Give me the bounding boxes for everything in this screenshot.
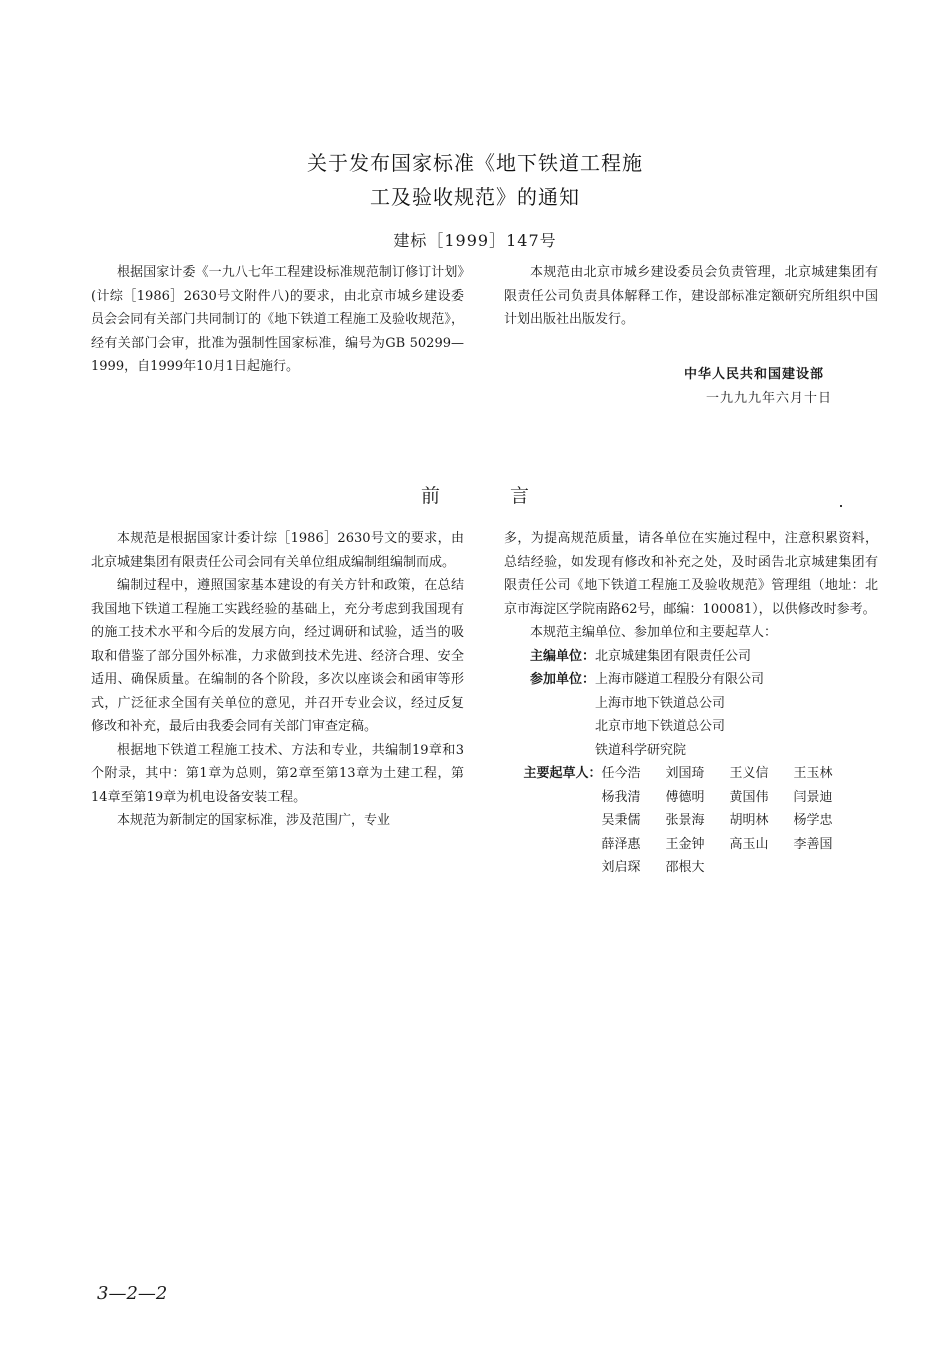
drafter-name: 薛泽惠	[601, 836, 641, 852]
participant-item: 上海市隧道工程股分有限公司	[595, 672, 765, 687]
drafter-name: 吴秉儒	[601, 813, 641, 828]
notice-title-line2: 工及验收规范》的通知	[370, 185, 580, 209]
drafter-name: 邵根大	[665, 860, 705, 875]
drafter-name: 王义信	[729, 766, 769, 781]
drafter-name: 杨学忠	[793, 813, 833, 828]
page-number: 3—2—2	[97, 1283, 168, 1304]
drafter-name: 王玉林	[793, 766, 833, 781]
drafter-name: 任今浩	[601, 766, 641, 781]
participants-list	[595, 668, 764, 762]
drafter-name: 高玉山	[729, 836, 769, 852]
drafter-name: 刘启琛	[601, 860, 641, 875]
preface-intro-line: 本规范主编单位、参加单位和主要起草人：	[530, 625, 778, 640]
drafter-name: 傅德明	[665, 789, 705, 805]
scan-speck	[840, 505, 842, 507]
preface-left-column	[91, 527, 464, 833]
notice-right-column	[504, 261, 878, 332]
participants-row	[504, 668, 878, 762]
preface-right-column	[504, 527, 878, 880]
participant-item: 北京市地下铁道总公司	[595, 719, 726, 734]
participant-item: 上海市地下铁道总公司	[595, 695, 726, 711]
drafter-name: 李善国	[793, 836, 833, 852]
issuer: 中华人民共和国建设部	[684, 367, 825, 382]
chief-unit-label: 主编单位：	[530, 648, 596, 664]
notice-left-column	[91, 261, 464, 379]
preface-title-char2: 言	[510, 485, 530, 507]
preface-paragraph: 编制过程中，遵照国家基本建设的有关方针和政策，在总结我国地下铁道工程施工实践经验的基础上，充分考虑到我国现有的施工技术水平和今后的发展方向，经过调研和试验，适当的吸取和借鉴了部分国外标准，力求做到技术先进、经济合理、安全适用、确保质量。在编制的各个阶段，多次以座谈会和函审等形式，广泛征求全国有关单位的意见，并召开专业会议，经过反复修改和补充，最后由我委会同有关部门审查定稿。	[91, 578, 464, 734]
chief-unit-row	[504, 645, 878, 669]
drafter-name: 刘国琦	[665, 766, 705, 781]
issue-date: 一九九九年六月十日	[706, 391, 833, 406]
notice-title-line1: 关于发布国家标准《地下铁道工程施	[307, 151, 643, 175]
preface-paragraph: 本规范为新制定的国家标准，涉及范围广，专业	[117, 813, 391, 828]
chief-unit-value: 北京城建集团有限责任公司	[595, 648, 752, 664]
preface-title-char1: 前	[420, 485, 440, 507]
drafter-name: 张景海	[665, 813, 705, 828]
participant-item: 铁道科学研究院	[595, 742, 687, 758]
drafter-name: 黄国伟	[729, 789, 769, 805]
drafter-name: 胡明林	[729, 813, 769, 828]
preface-paragraph: 根据地下铁道工程施工技术、方法和专业，共编制19章和3个附录，其中：第1章为总则，第2章至第13章为土建工程，第14章至第19章为机电设备安装工程。	[91, 742, 464, 805]
drafters-list	[602, 762, 858, 880]
drafter-name: 闫景迪	[793, 789, 833, 805]
preface-title	[0, 481, 950, 508]
document-number: 建标［1999］147号	[393, 231, 557, 250]
drafters-row	[504, 762, 878, 880]
participants-label: 参加单位：	[530, 672, 596, 687]
notice-paragraph: 根据国家计委《一九八七年工程建设标准规范制订修订计划》(计综［1986］2630号文附件八)的要求，由北京市城乡建设委员会会同有关部门共同制订的《地下铁道工程施工及验收规范》，经有关部门会审，批准为强制性国家标准，编号为GB 50299—1999，自1999年10月1日起施行。	[91, 265, 464, 374]
preface-paragraph: 本规范是根据国家计委计综［1986］2630号文的要求，由北京城建集团有限责任公司会同有关单位组成编制组编制而成。	[91, 531, 464, 570]
notice-paragraph: 本规范由北京市城乡建设委员会负责管理，北京城建集团有限责任公司负责具体解释工作，建设部标准定额研究所组织中国计划出版社出版发行。	[504, 265, 878, 327]
preface-continuation: 多，为提高规范质量，请各单位在实施过程中，注意积累资料，总结经验，如发现有修改和补充之处，及时函告北京城建集团有限责任公司《地下铁道工程施工及验收规范》管理组（地址：北京市海淀区学院南路62号，邮编：100081），以供修改时参考。	[504, 531, 878, 617]
drafter-name: 王金钟	[665, 836, 705, 852]
drafter-name: 杨我清	[601, 789, 641, 805]
drafters-label: 主要起草人：	[523, 766, 602, 781]
